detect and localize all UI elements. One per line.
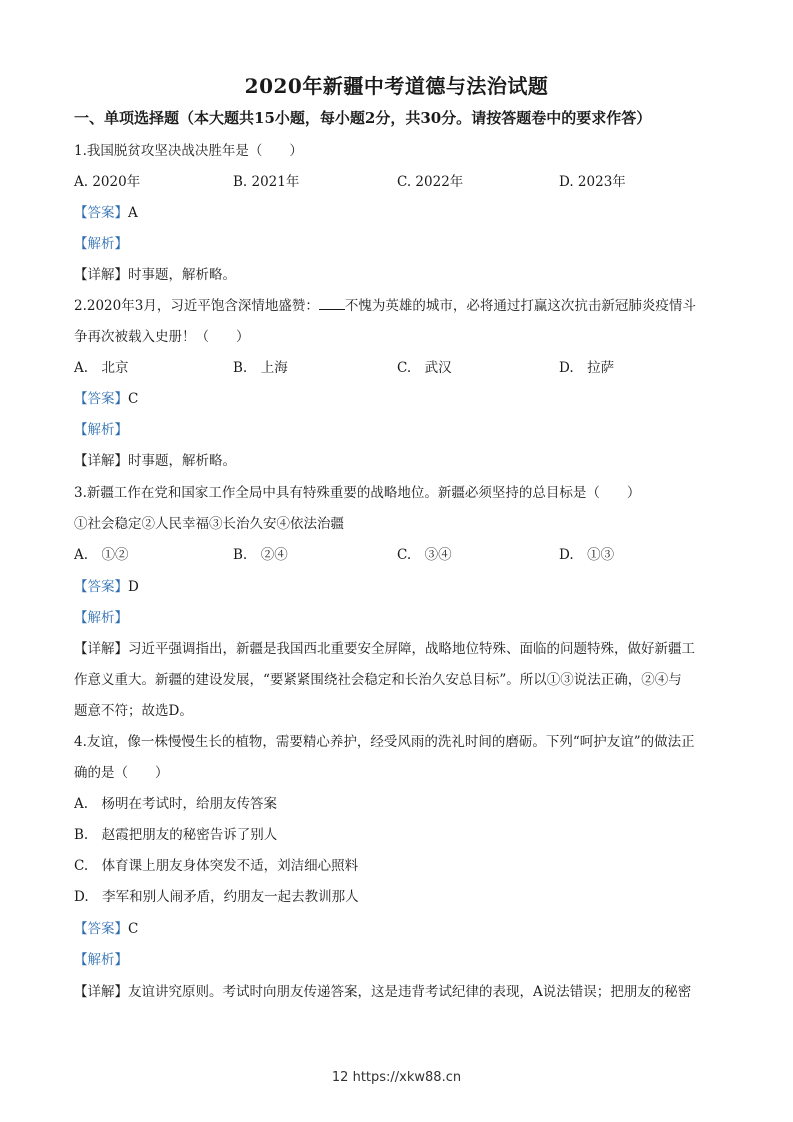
q2-detail <box>74 452 726 470</box>
question-2-stem <box>74 297 726 315</box>
q2-option-d: D. 拉萨 <box>559 360 615 376</box>
analysis-tag: 【解析】 <box>74 236 128 252</box>
q4-detail-line-1 <box>74 983 726 1001</box>
q2-stem-part-b: 不愧为英雄的城市，必将通过打赢这次抗击新冠肺炎疫情斗 <box>344 298 696 314</box>
detail-text: 习近平强调指出，新疆是我国西北重要安全屏障，战略地位特殊、面临的问题特殊，做好新疆工 <box>128 641 695 657</box>
q4-option-c: C. 体育课上朋友身体突发不适，刘洁细心照料 <box>74 858 359 874</box>
question-3-stem: 3.新疆工作在党和国家工作全局中具有特殊重要的战略地位。新疆必须坚持的总目标是（ ） <box>74 485 641 501</box>
q3-analysis <box>74 609 726 627</box>
q3-option-d: D. ①③ <box>559 547 615 563</box>
q3-detail-line-3: 题意不符；故选D。 <box>74 703 193 719</box>
answer-tag: 【答案】 <box>74 579 128 595</box>
detail-tag: 【详解】 <box>74 267 128 283</box>
q4-option-b: B. 赵霞把朋友的秘密告诉了别人 <box>74 827 278 843</box>
page-title: 2020年新疆中考道德与法治试题 <box>244 74 549 98</box>
answer-tag: 【答案】 <box>74 205 128 221</box>
q3-detail-line-1 <box>74 640 726 658</box>
answer-value: C <box>128 921 139 937</box>
answer-value: A <box>128 205 138 221</box>
question-3-items: ①社会稳定②人民幸福③长治久安④依法治疆 <box>74 516 344 532</box>
question-2-stem-cont: 争再次被载入史册！（ ） <box>74 329 250 345</box>
analysis-tag: 【解析】 <box>74 610 128 626</box>
fill-blank <box>319 297 345 310</box>
answer-tag: 【答案】 <box>74 391 128 407</box>
q4-option-d: D. 李军和别人闹矛盾，约朋友一起去教训那人 <box>74 889 359 905</box>
q1-option-d: D. 2023年 <box>559 174 626 190</box>
q3-option-c: C. ③④ <box>397 547 452 563</box>
q3-option-a: A. ①② <box>74 547 129 563</box>
q4-option-a: A. 杨明在考试时，给朋友传答案 <box>74 796 278 812</box>
q4-answer <box>74 920 726 938</box>
q2-stem-part-a: 2.2020年3月，习近平饱含深情地盛赞： <box>74 298 319 314</box>
q3-option-b: B. ②④ <box>233 547 288 563</box>
q3-detail-line-2: 作意义重大。新疆的建设发展，“要紧紧围绕社会稳定和长治久安总目标”。所以①③说法正确，②④与 <box>74 672 682 688</box>
q1-option-a: A. 2020年 <box>74 174 141 190</box>
answer-tag: 【答案】 <box>74 921 128 937</box>
q2-analysis <box>74 421 726 439</box>
question-4-stem: 4.友谊，像一株慢慢生长的植物，需要精心养护，经受风雨的洗礼时间的磨砺。下列“呵护友谊”的做法正 <box>74 734 695 750</box>
q3-answer <box>74 578 726 596</box>
q1-analysis <box>74 235 726 253</box>
answer-value: D <box>128 579 139 595</box>
detail-tag: 【详解】 <box>74 453 128 469</box>
section-heading: 一、单项选择题（本大题共15小题，每小题2分，共30分。请按答题卷中的要求作答） <box>74 109 652 127</box>
q1-detail <box>74 266 726 284</box>
detail-tag: 【详解】 <box>74 641 128 657</box>
answer-value: C <box>128 391 139 407</box>
q2-option-a: A. 北京 <box>74 360 129 376</box>
q4-analysis <box>74 951 726 969</box>
detail-tag: 【详解】 <box>74 984 128 1000</box>
q1-answer <box>74 204 726 222</box>
q1-option-c: C. 2022年 <box>397 174 464 190</box>
q2-option-c: C. 武汉 <box>397 360 452 376</box>
q1-option-b: B. 2021年 <box>233 174 300 190</box>
detail-text: 时事题，解析略。 <box>128 267 236 283</box>
question-4-stem-cont: 确的是（ ） <box>74 765 169 781</box>
question-1-stem: 1.我国脱贫攻坚决战决胜年是（ ） <box>74 143 303 159</box>
page-footer: 12 https://xkw88.cn <box>331 1070 462 1085</box>
detail-text: 时事题，解析略。 <box>128 453 236 469</box>
q2-option-b: B. 上海 <box>233 360 288 376</box>
detail-text: 友谊讲究原则。考试时向朋友传递答案，这是违背考试纪律的表现，A说法错误；把朋友的秘密 <box>128 984 692 1000</box>
analysis-tag: 【解析】 <box>74 422 128 438</box>
q2-answer <box>74 390 726 408</box>
analysis-tag: 【解析】 <box>74 952 128 968</box>
